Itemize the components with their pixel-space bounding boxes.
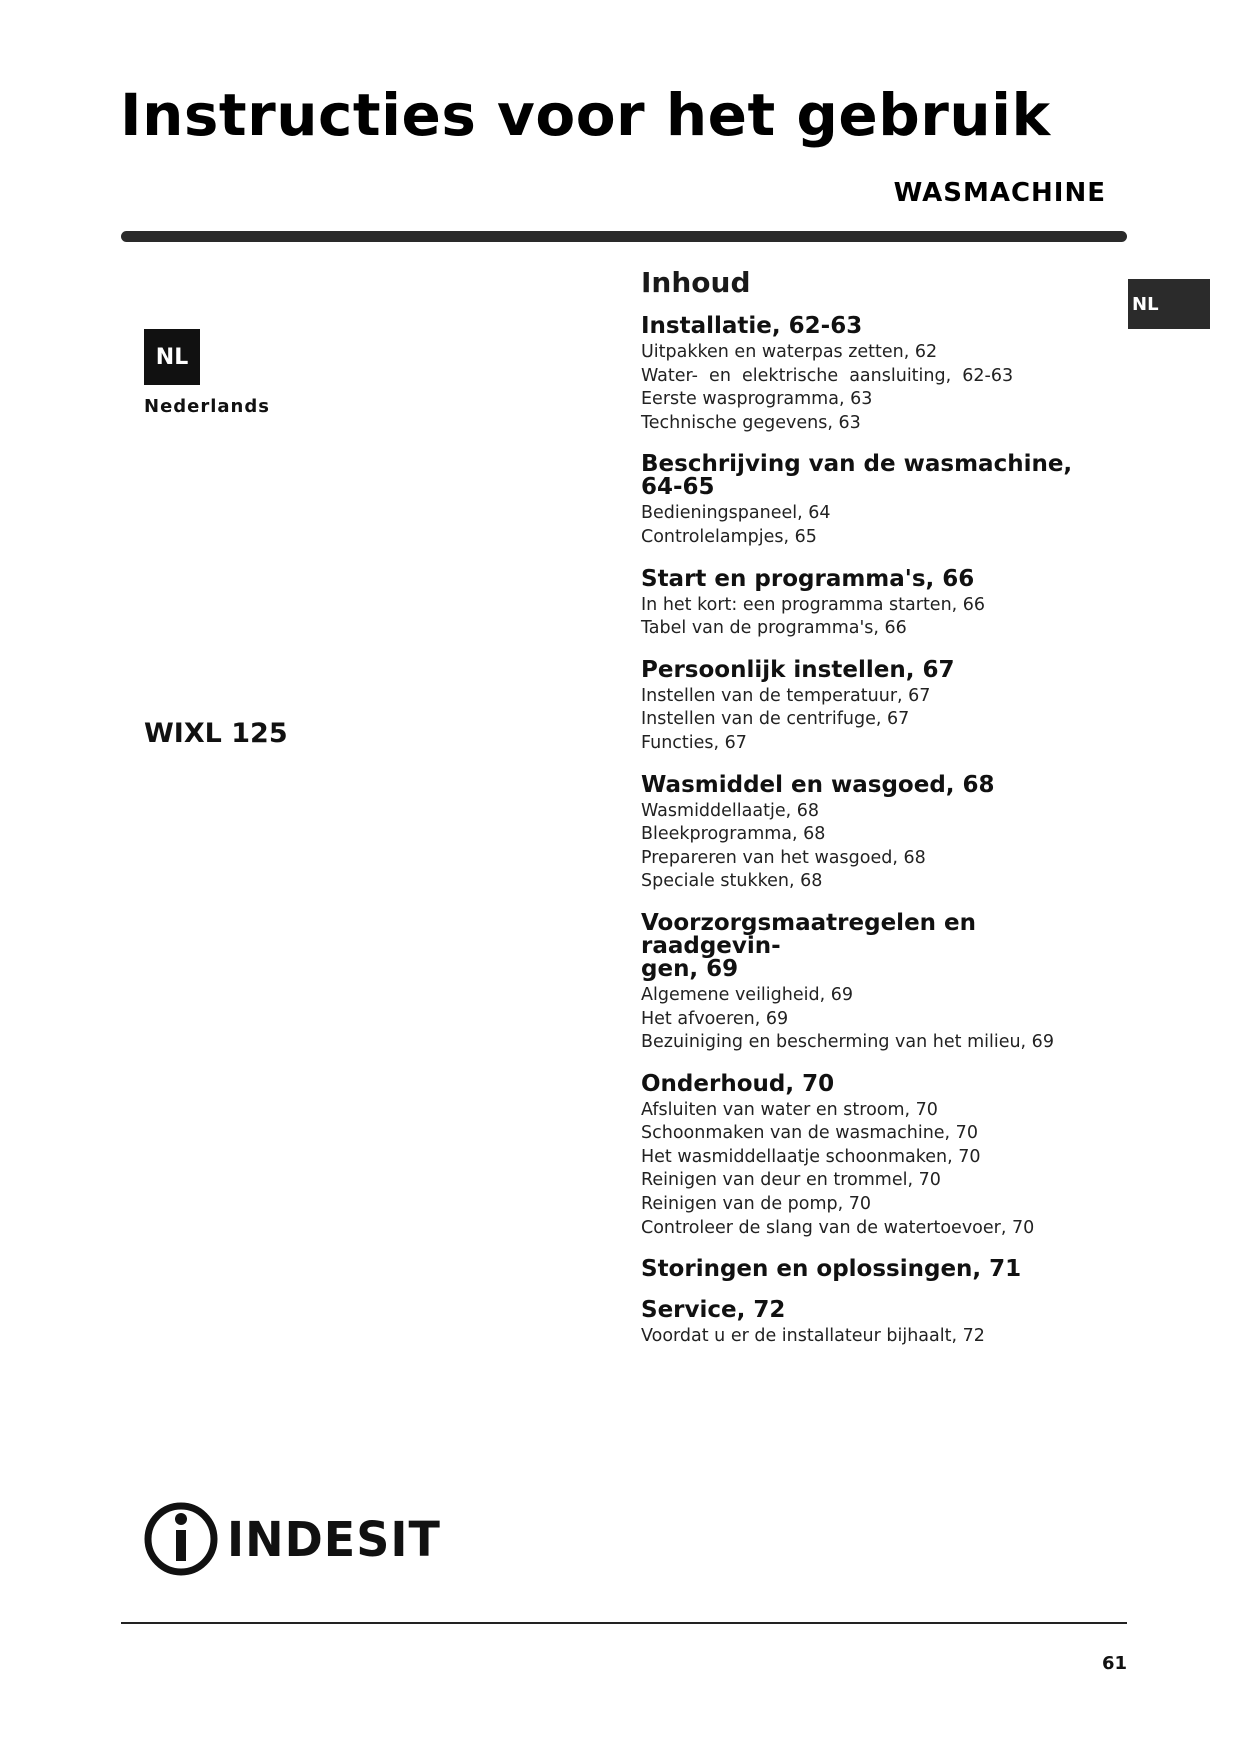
language-side-tab: NL (1128, 279, 1210, 329)
toc-section (641, 565, 1121, 641)
toc-section (641, 1299, 1121, 1349)
brand-logo-text: INDESIT (227, 1510, 441, 1568)
toc-entry: Bezuiniging en bescherming van het milieu, 69 (641, 1032, 1054, 1053)
toc-entry: Controleer de slang van de watertoevoer, 70 (641, 1217, 1035, 1238)
toc-section (641, 1070, 1121, 1241)
toc-entry: Reinigen van de pomp, 70 (641, 1194, 872, 1215)
toc-sections (641, 315, 1121, 1349)
toc-section (641, 656, 1121, 756)
toc-entry: In het kort: een programma starten, 66 (641, 594, 986, 615)
toc-entry: Reinigen van deur en trommel, 70 (641, 1170, 941, 1191)
toc-entry: Uitpakken en waterpas zetten, 62 (641, 342, 938, 362)
toc-entry: Tabel van de programma's, 66 (641, 618, 907, 639)
table-of-contents (641, 266, 1121, 1367)
toc-entry: Wasmiddellaatje, 68 (641, 800, 819, 821)
toc-entry: Afsluiten van water en stroom, 70 (641, 1099, 938, 1120)
toc-entry: Instellen van de temperatuur, 67 (641, 685, 931, 706)
page-number: 61 (1101, 1653, 1127, 1674)
toc-section-title: Installatie, 62-63 (641, 313, 863, 339)
toc-entry: Algemene veiligheid, 69 (641, 984, 853, 1005)
header-divider (121, 231, 1127, 242)
toc-entry: Technische gegevens, 63 (641, 412, 861, 433)
language-name: Nederlands (144, 396, 270, 417)
toc-entry: Bedieningspaneel, 64 (641, 503, 831, 524)
toc-heading: Inhoud (641, 266, 751, 299)
toc-section-title: Beschrijving van de wasmachine, 64-65 (641, 451, 1073, 501)
document-subtitle: WASMACHINE (893, 178, 1106, 208)
toc-section-title: Wasmiddel en wasgoed, 68 (641, 771, 995, 798)
toc-section-title: Service, 72 (641, 1297, 786, 1324)
toc-entry: Functies, 67 (641, 732, 747, 753)
toc-section (641, 453, 1121, 549)
toc-section (641, 909, 1121, 1055)
toc-entry: Bleekprogramma, 68 (641, 824, 826, 845)
toc-section (641, 771, 1121, 894)
toc-section (641, 315, 1121, 435)
toc-entry: Het wasmiddellaatje schoonmaken, 70 (641, 1146, 981, 1167)
page-title: Instructies voor het gebruik (120, 81, 1051, 149)
indesit-logo-icon (143, 1500, 219, 1578)
model-number: WIXL 125 (144, 718, 288, 749)
toc-section-title: Storingen en oplossingen, 71 (641, 1256, 1022, 1283)
toc-section (641, 1258, 1121, 1281)
toc-entry: Voordat u er de installateur bijhaalt, 72 (641, 1326, 985, 1347)
toc-section-title: Start en programma's, 66 (641, 565, 975, 592)
footer-divider (121, 1622, 1127, 1624)
toc-section-title: Voorzorgsmaatregelen en raadgevin- gen, 69 (641, 909, 977, 982)
toc-section-title: Onderhoud, 70 (641, 1070, 835, 1097)
toc-entry: Controlelampjes, 65 (641, 526, 817, 547)
toc-entry: Speciale stukken, 68 (641, 871, 823, 892)
language-badge: NL (144, 329, 200, 385)
toc-entry: Instellen van de centrifuge, 67 (641, 709, 910, 730)
toc-section-title: Persoonlijk instellen, 67 (641, 656, 955, 683)
toc-entry: Schoonmaken van de wasmachine, 70 (641, 1123, 978, 1144)
toc-entry: Prepareren van het wasgoed, 68 (641, 847, 926, 868)
toc-entry: Het afvoeren, 69 (641, 1008, 789, 1029)
toc-entry: Water- en elektrische aansluiting, 62-63 (641, 365, 1014, 386)
brand-logo (143, 1500, 441, 1578)
toc-entry: Eerste wasprogramma, 63 (641, 389, 873, 410)
